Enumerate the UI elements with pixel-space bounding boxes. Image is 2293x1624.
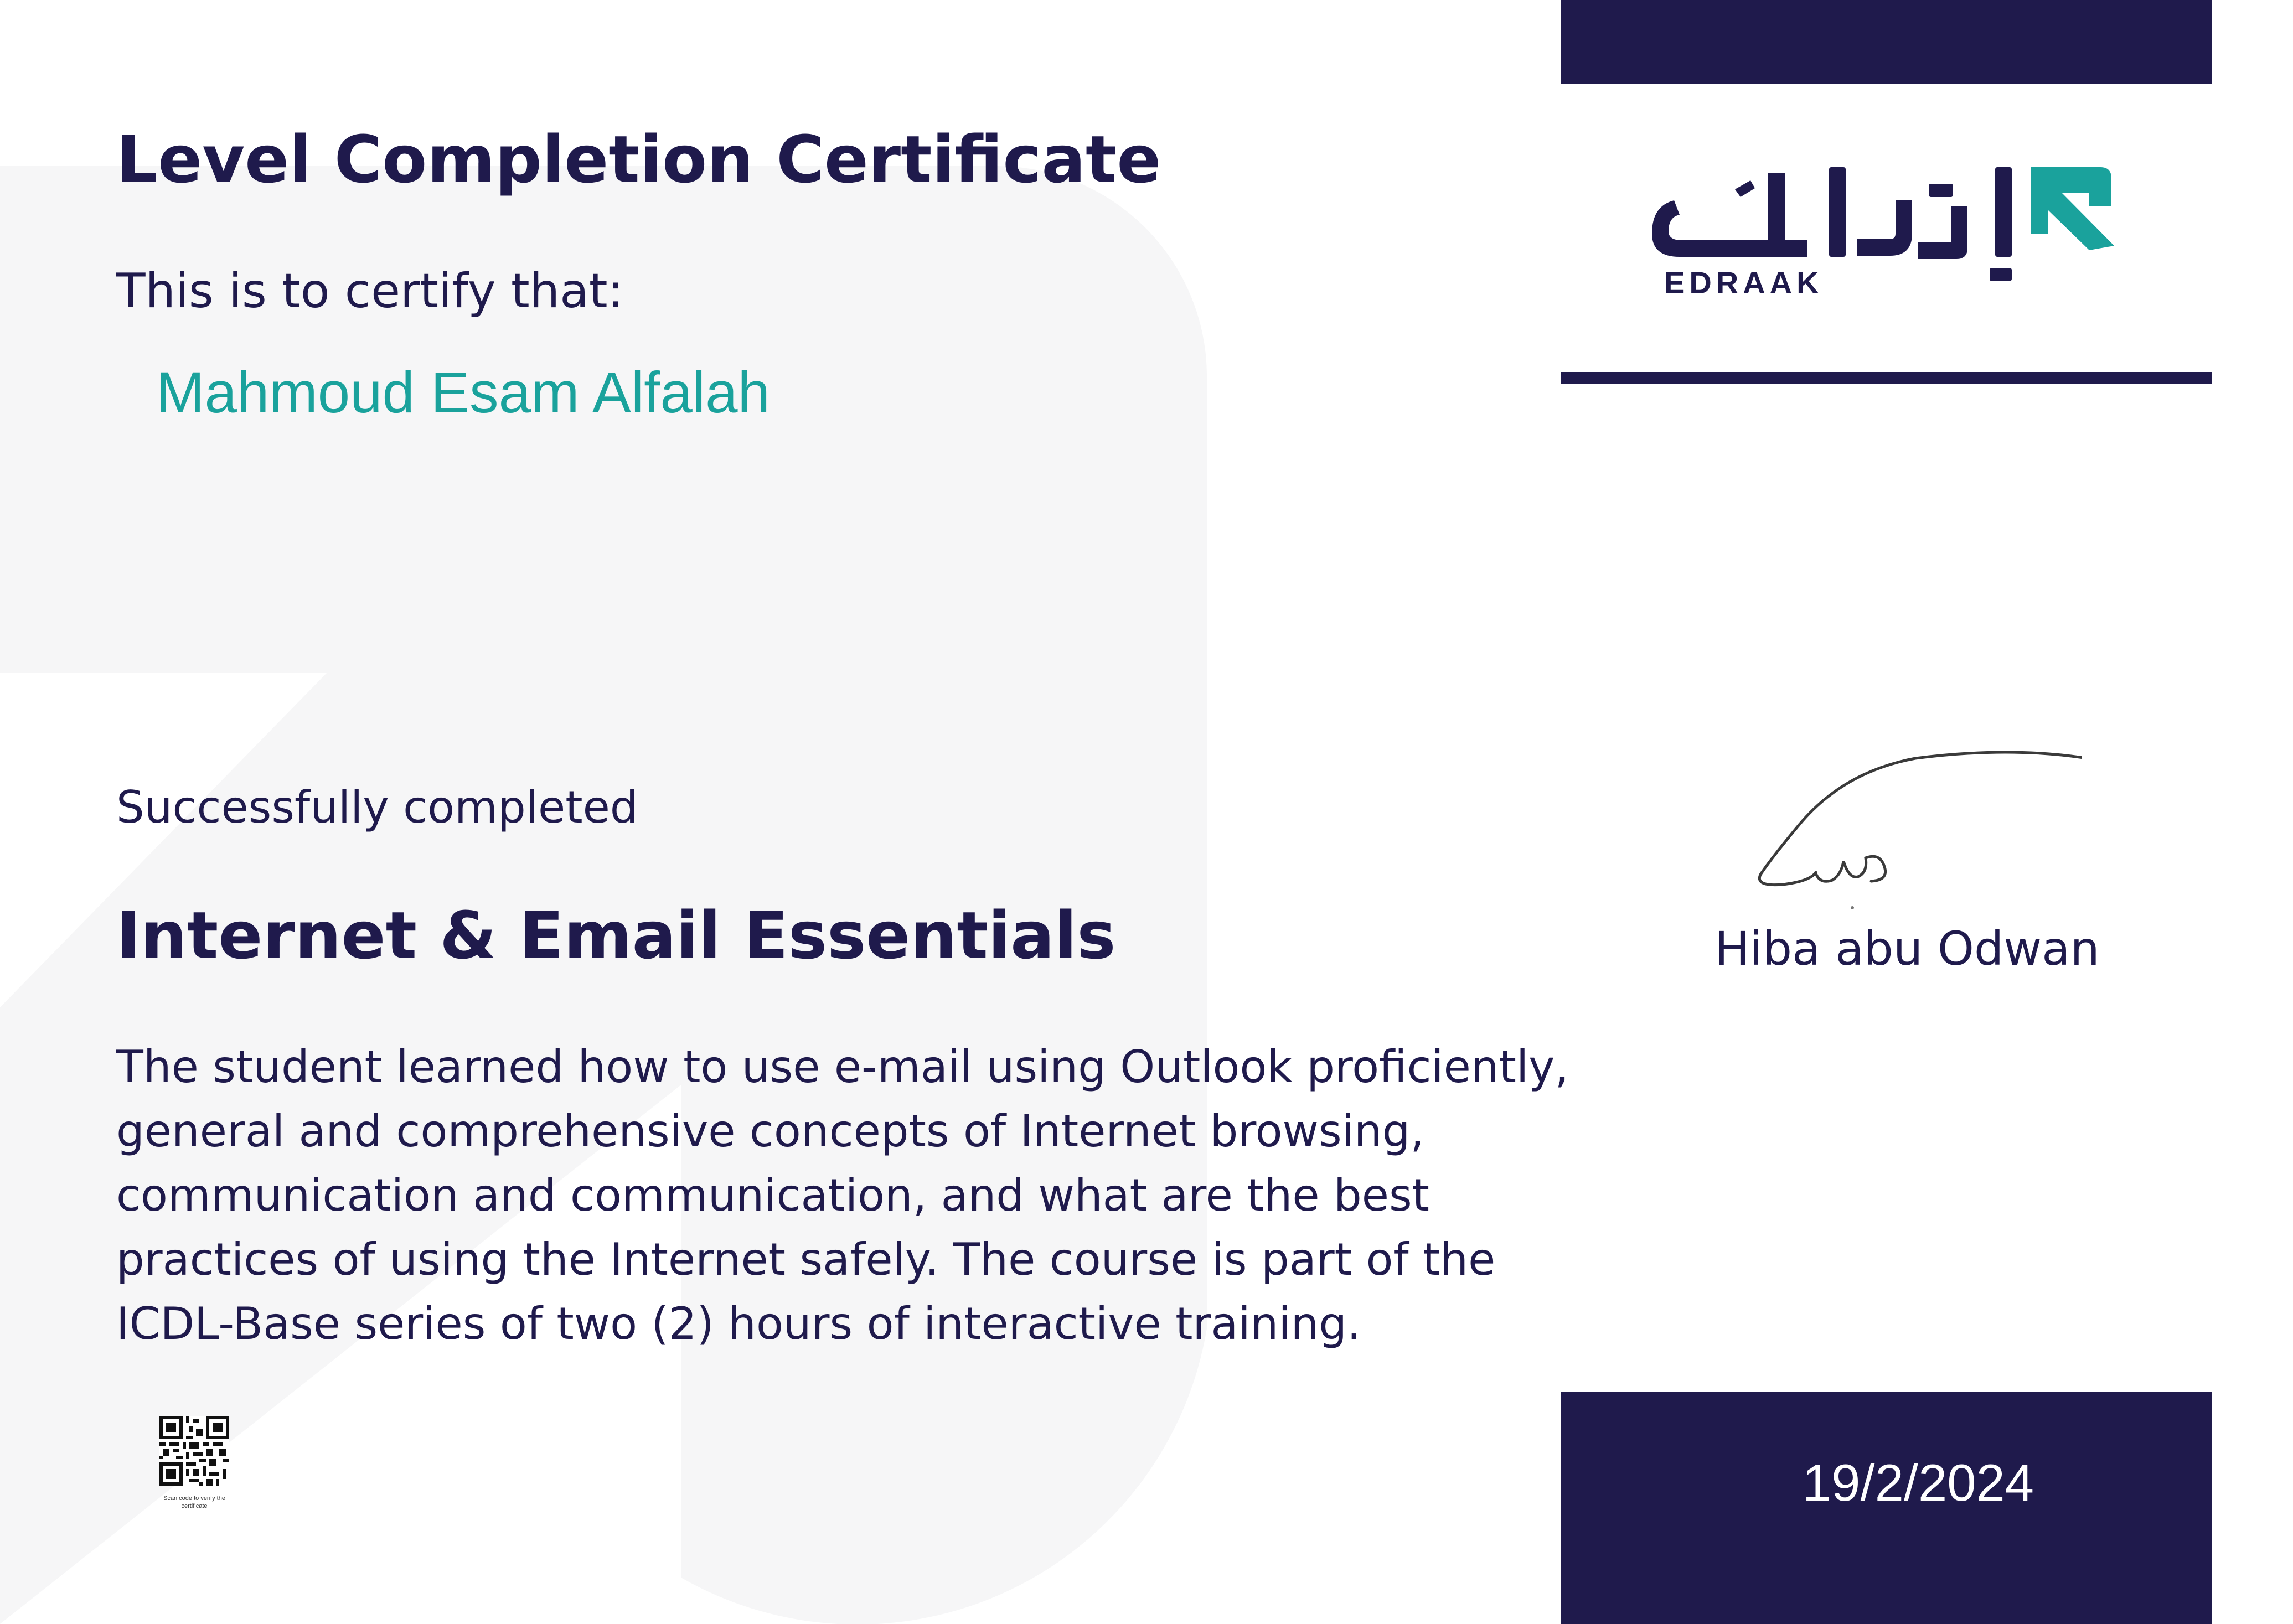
issue-date: 19/2/2024 (1802, 1454, 2034, 1512)
completed-label: Successfully completed (116, 782, 638, 833)
header-band (1561, 0, 2212, 84)
certify-statement: This is to certify that: (116, 263, 624, 319)
edraak-wordmark-latin: EDRAAK (1664, 265, 1824, 300)
certificate-title: Level Completion Certificate (116, 121, 1161, 198)
course-description: The student learned how to use e-mail using Outlook proficiently, general and comprehensive concepts of Internet browsing, communication and communication, and what are the best practices of using the Internet safely. The course is part of the ICDL-Base series of two (2) hours of interactive training. (116, 1041, 1569, 1349)
signature-scribble (1749, 742, 2082, 924)
qr-code-icon[interactable] (159, 1416, 229, 1486)
signatory-name: Hiba abu Odwan (1714, 922, 2100, 976)
header-divider (1561, 372, 2212, 384)
edraak-arrow-icon (2031, 167, 2114, 250)
recipient-name: Mahmoud Esam Alfalah (156, 360, 770, 425)
course-title: Internet & Email Essentials (116, 897, 1116, 974)
qr-caption: Scan code to verify the certificate (163, 1495, 225, 1509)
